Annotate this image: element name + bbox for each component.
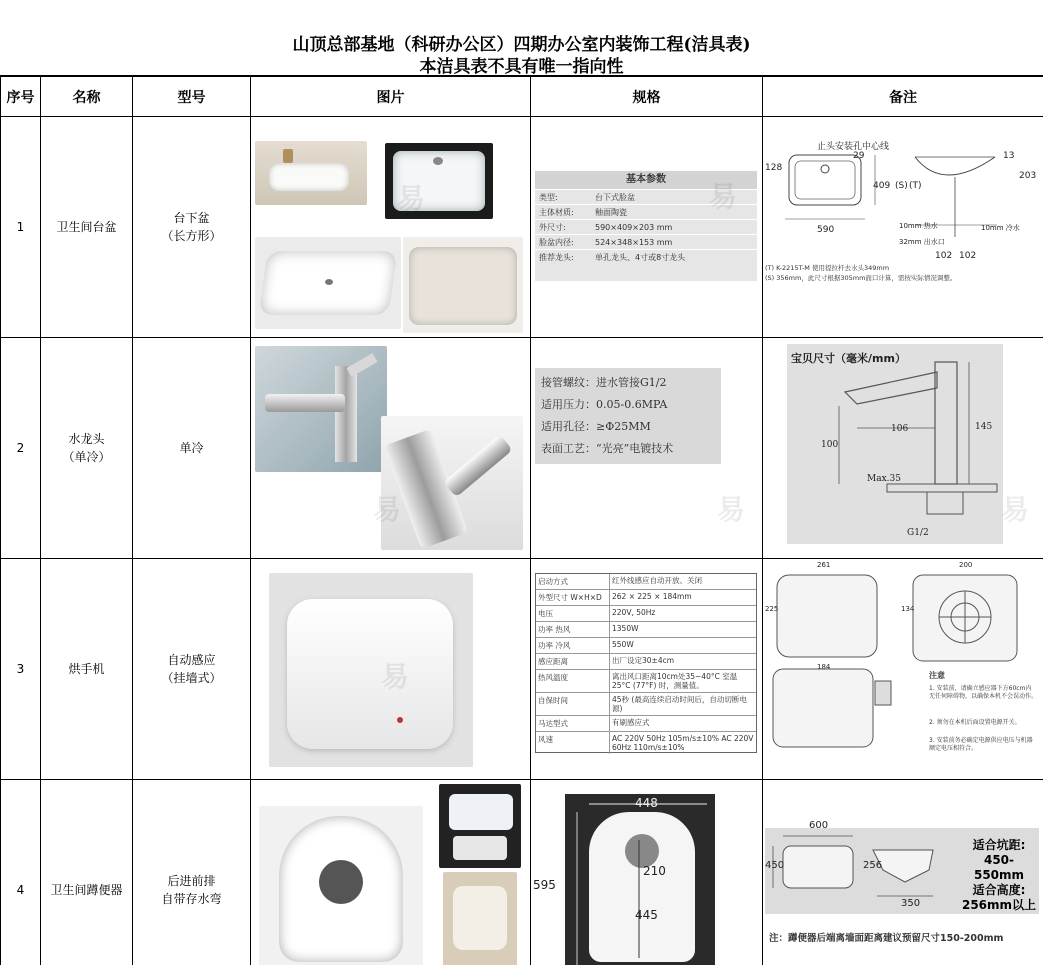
remark-note: 注：蹲便器后端离墙面距离建议预留尺寸150-200mm: [769, 933, 1004, 944]
row-name[interactable]: [41, 338, 133, 559]
basin-photo: [255, 237, 401, 329]
name-text: 烘手机: [68, 662, 105, 676]
row-spec[interactable]: [531, 338, 763, 559]
header-spec[interactable]: 规格: [531, 77, 763, 117]
header-model[interactable]: 型号: [133, 77, 251, 117]
dim-label: Max.35: [867, 474, 901, 484]
row-model[interactable]: [133, 780, 251, 965]
dim-label: 256: [863, 860, 883, 871]
picture-collage: [251, 780, 530, 965]
spec-row: 自保时间 45秒 (最高连续启动时间后，自动切断电源): [536, 693, 756, 716]
spec-heading: 基本参数: [535, 171, 757, 189]
dim-label: 203: [1019, 171, 1037, 181]
model-line: （长方形）: [161, 229, 222, 243]
dim-label: G1/2: [907, 528, 929, 538]
spec-row: 电压 220V, 50Hz: [536, 606, 756, 622]
watermark: 易: [717, 493, 746, 526]
basin-drawing: [763, 117, 1043, 337]
dim-label: 445: [635, 908, 658, 922]
picture-collage: [251, 117, 530, 337]
row-spec[interactable]: [531, 559, 763, 780]
remark-note-heading: 注意: [929, 671, 945, 680]
basin-photo: [385, 143, 493, 219]
dim-label: 210: [643, 864, 666, 878]
watermark: 易: [1001, 493, 1030, 526]
row-model[interactable]: [133, 338, 251, 559]
header-picture[interactable]: 图片: [251, 77, 531, 117]
faucet-dimension-drawing: [787, 344, 1003, 544]
spec-row: 功率 热风 1350W: [536, 622, 756, 638]
spec-row: 脸盆内径: 524×348×153 mm: [535, 234, 757, 249]
dim-label: 448: [635, 796, 658, 810]
dim-label: 102: [935, 251, 953, 261]
table-row: [1, 559, 1043, 780]
row-name[interactable]: [41, 117, 133, 338]
document-subtitle: 本洁具表不具有唯一指向性: [419, 57, 624, 77]
spec-line: 接管螺纹：进水管接G1/2: [541, 376, 667, 389]
dim-label: 100: [821, 440, 839, 450]
row-spec[interactable]: [531, 117, 763, 338]
dim-label: 350: [901, 898, 921, 909]
dim-label: 590: [817, 225, 835, 235]
model-line: 自带存水弯: [161, 892, 222, 906]
squat-toilet-photo: [443, 872, 517, 965]
faucet-photo: [381, 416, 523, 550]
spec-row: 推荐龙头: 单孔龙头、4寸或8寸龙头: [535, 249, 757, 264]
dim-label: 450: [765, 860, 785, 871]
dim-label: 225: [765, 605, 779, 613]
fit-spec-block: [959, 838, 1039, 913]
row-remark[interactable]: [763, 117, 1043, 338]
remark-note: 3. 安装前务必确定电源供应电压与机器额定电压相符合。: [929, 737, 1033, 752]
header-name[interactable]: 名称: [41, 77, 133, 117]
row-picture[interactable]: [251, 338, 531, 559]
name-line: 水龙头: [68, 432, 105, 446]
hand-dryer-photo: [269, 573, 473, 767]
document-title: 山顶总部基地（科研办公区）四期办公室内装饰工程(洁具表): [292, 35, 751, 55]
spec-row: 主体材质: 釉面陶瓷: [535, 204, 757, 219]
table-row: [1, 117, 1043, 338]
row-name[interactable]: [41, 780, 133, 965]
model-text: 单冷: [179, 441, 204, 455]
header-row: [1, 77, 1043, 117]
dim-label: 200: [959, 561, 973, 569]
table-row: [1, 780, 1043, 965]
remark-note: (S) 356mm，此尺寸根据305mm面口计算，需按实际情况调整。: [765, 274, 957, 282]
picture-collage: [251, 338, 530, 558]
spec-row: 风速 AC 220V 50Hz 105m/s±10% AC 220V 60Hz 110m/s±10%: [538, 734, 754, 752]
dim-label: 184: [817, 663, 831, 671]
spec-text-box: [535, 368, 721, 464]
row-picture[interactable]: [251, 780, 531, 965]
dim-label: 134: [901, 605, 915, 613]
model-line: 自动感应: [167, 653, 216, 667]
fit-line: 450-550mm: [973, 853, 1025, 882]
faucet-drawing: [763, 338, 1043, 558]
dim-label: 409: [873, 181, 891, 191]
table-row: [1, 338, 1043, 559]
drawing-heading: 宝贝尺寸（毫米/mm）: [791, 352, 906, 365]
dim-label: (S): [895, 181, 908, 191]
name-text: 卫生间台盆: [56, 220, 117, 234]
remark-note: (T) K-2215T-M 使用提拉杆去水头349mm: [765, 264, 890, 272]
spec-row: 功率 冷风 550W: [536, 638, 756, 654]
dim-label: 106: [891, 424, 909, 434]
row-remark[interactable]: [763, 780, 1043, 965]
fit-line: 适合坑距:: [972, 838, 1026, 852]
dryer-drawing: [763, 559, 1043, 779]
spec-line: 适用压力：0.05-0.6MPA: [541, 398, 668, 411]
faucet-photo: [255, 346, 387, 472]
name-text: 卫生间蹲便器: [50, 883, 123, 897]
header-remark[interactable]: 备注: [763, 77, 1043, 117]
squat-toilet-photo: [259, 806, 423, 965]
row-remark[interactable]: [763, 338, 1043, 559]
spec-table: [535, 171, 757, 281]
row-spec[interactable]: [531, 780, 763, 965]
dim-label: 128: [765, 163, 783, 173]
row-index[interactable]: 3: [1, 559, 41, 780]
row-remark[interactable]: [763, 559, 1043, 780]
dim-label: 261: [817, 561, 831, 569]
basin-photo: [403, 237, 523, 333]
row-picture[interactable]: [251, 117, 531, 338]
squat-remark-drawing: [763, 780, 1043, 965]
spec-line: 适用孔径：≥Φ25MM: [541, 420, 651, 433]
picture-collage: [251, 559, 530, 779]
row-model[interactable]: [133, 117, 251, 338]
spec-table: [535, 573, 757, 753]
dim-label: 13: [1003, 151, 1015, 161]
dim-label: 10mm 冷水: [981, 224, 1020, 232]
spec-line: 表面工艺：“光亮”电镀技术: [541, 442, 674, 455]
spec-row: 外尺寸: 590×409×203 mm: [535, 219, 757, 234]
basin-photo: [255, 141, 367, 205]
row-name[interactable]: [41, 559, 133, 780]
dim-label: 600: [809, 820, 829, 831]
fixture-table: [0, 76, 1043, 965]
spec-row: 感应距离 出厂设定30±4cm: [536, 654, 756, 670]
dim-label: (T): [909, 181, 922, 191]
squat-spec-drawing: [531, 780, 762, 965]
name-line: （单冷）: [62, 450, 111, 464]
title-block: [0, 0, 1043, 76]
row-model[interactable]: [133, 559, 251, 780]
row-index[interactable]: 1: [1, 117, 41, 338]
squat-toilet-photo: [439, 784, 521, 868]
dim-label: 145: [975, 422, 993, 432]
remark-note: 1. 安装前，请确立感应器下方60cm内无任何障碍物，以确保本机不会误动作。: [929, 685, 1038, 700]
model-line: 台下盆: [173, 211, 210, 225]
dim-label: 595: [533, 878, 556, 892]
spec-row: 类型: 台下式脸盆: [535, 189, 757, 204]
dim-label: 止头安装孔中心线: [817, 142, 890, 152]
dim-label: 10mm 热水: [899, 222, 938, 230]
dim-label: 29: [853, 151, 865, 161]
fit-line: 256mm以上: [961, 898, 1037, 912]
spec-row: 启动方式 红外线感应自动开放、关闭: [536, 574, 756, 590]
model-line: （挂墙式）: [161, 671, 222, 685]
fit-line: 适合高度:: [972, 883, 1026, 897]
row-picture[interactable]: [251, 559, 531, 780]
row-index[interactable]: 4: [1, 780, 41, 965]
dim-label: 32mm 出水口: [899, 238, 945, 246]
model-line: 后进前排: [167, 874, 216, 888]
spec-row: 马达型式 有刷感应式: [536, 716, 756, 732]
row-index[interactable]: 2: [1, 338, 41, 559]
dim-label: 102: [959, 251, 977, 261]
header-index[interactable]: 序号: [1, 77, 41, 117]
spec-row: 热风温度 离出风口距离10cm处35~40°C 室温25°C (77°F) 时，测量值。: [536, 670, 756, 693]
spec-row: 外型尺寸 W×H×D 262 × 225 × 184mm: [536, 590, 756, 606]
remark-note: 2. 须勿在本机后面设置电源开关。: [929, 719, 1021, 726]
